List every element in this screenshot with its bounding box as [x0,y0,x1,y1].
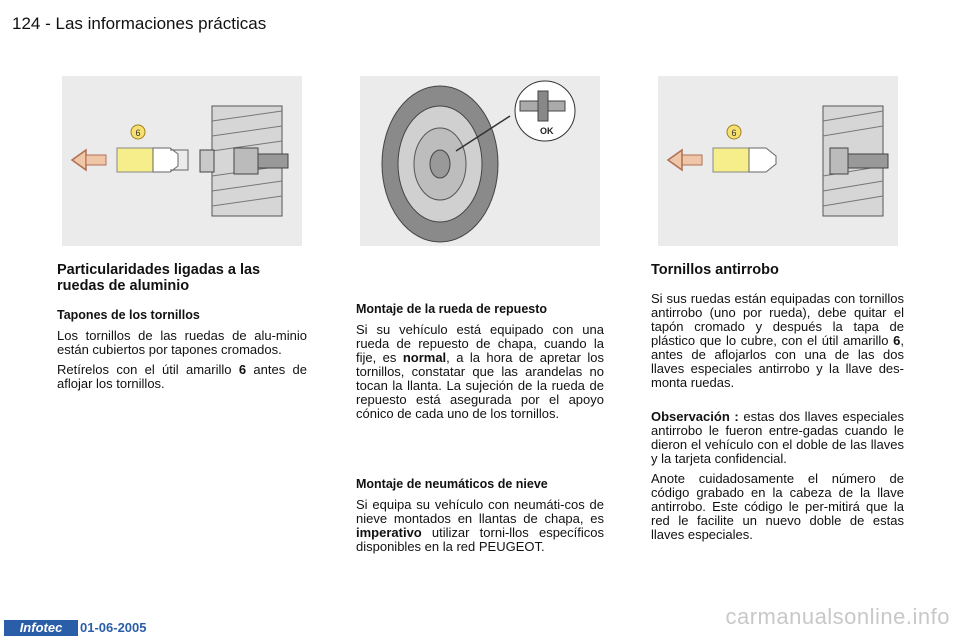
left-column [57,262,307,397]
watermark: carmanualsonline.info [725,604,950,629]
bolt-caps-subheading: Tapones de los tornillos [57,308,200,322]
antitheft-heading: Tornillos antirrobo [651,262,779,278]
figure-cap-removal [62,76,302,246]
figure-antitheft-bolt [658,76,898,246]
infotec-badge: Infotec [4,620,78,636]
callout-6-left: 6 [135,128,141,138]
middle-column [356,302,604,560]
right-column [651,262,904,548]
antitheft-paragraph: Si sus ruedas están equipadas con tornillos antirrobo (uno por rueda), debe quitar el tapón cromado y después la tapa de plástico que lo cubre, con el útil amarillo 6, antes de aflojarlos con una de las dos llaves especiales antirrobo y la llave des-monta ruedas. [651,291,904,390]
spare-wheel-heading: Montaje de la rueda de repuesto [356,302,548,316]
normal-emphasis: normal [402,350,447,365]
figure-spare-wheel [360,76,600,246]
tool-number: 6 [238,362,247,377]
snow-tyres-paragraph: Si equipa su vehículo con neumáti-cos de nieve montados en llantas de chapa, es imperativo utilizar torni-llos específicos disponibles en la red PEUGEOT. [356,497,604,554]
observation-label: Observación : [651,409,739,424]
cap-removal-illustration [62,76,302,246]
page-title: Las informaciones prácticas [55,14,267,33]
imperative-emphasis: imperativo [356,525,422,540]
observation-paragraph: Observación : estas dos llaves especiales antirrobo le fueron entre-gadas cuando le dieron el vehículo con el doble de las llaves y la tarjeta confidencial. [651,409,904,466]
bolt-caps-paragraph: Los tornillos de las ruedas de alu-minio están cubiertos por tapones cromados. [57,328,307,357]
code-note-paragraph: Anote cuidadosamente el número de código grabado en la cabeza de la llave antirrobo. Este código le per-mitirá que la red le facilite un nuevo doble de estas llaves especiales. [651,471,904,542]
spare-wheel-illustration [360,76,600,246]
callout-6-right: 6 [731,128,737,138]
footer-date: 01-06-2005 [80,620,147,635]
remove-caps-paragraph: Retírelos con el útil amarillo 6 antes de aflojar los tornillos. [57,362,307,391]
aluminium-wheels-heading: Particularidades ligadas a las ruedas de aluminio [57,262,261,294]
antitheft-illustration [658,76,898,246]
page-header: 124 - Las informaciones prácticas [12,14,267,33]
tool-number-right: 6 [893,333,901,348]
spare-wheel-paragraph: Si su vehículo está equipado con una rueda de repuesto de chapa, cuando la fije, es normal, a la hora de apretar los tornillos, constatar que las arandelas no tocan la llanta. La sujeción de la rueda de repuesto está asegurada por el apoyo cónico de cada uno de los tornillos. [356,322,604,421]
page-number: 124 [12,14,41,33]
snow-tyres-heading: Montaje de neumáticos de nieve [356,477,548,491]
ok-label: OK [540,126,554,136]
